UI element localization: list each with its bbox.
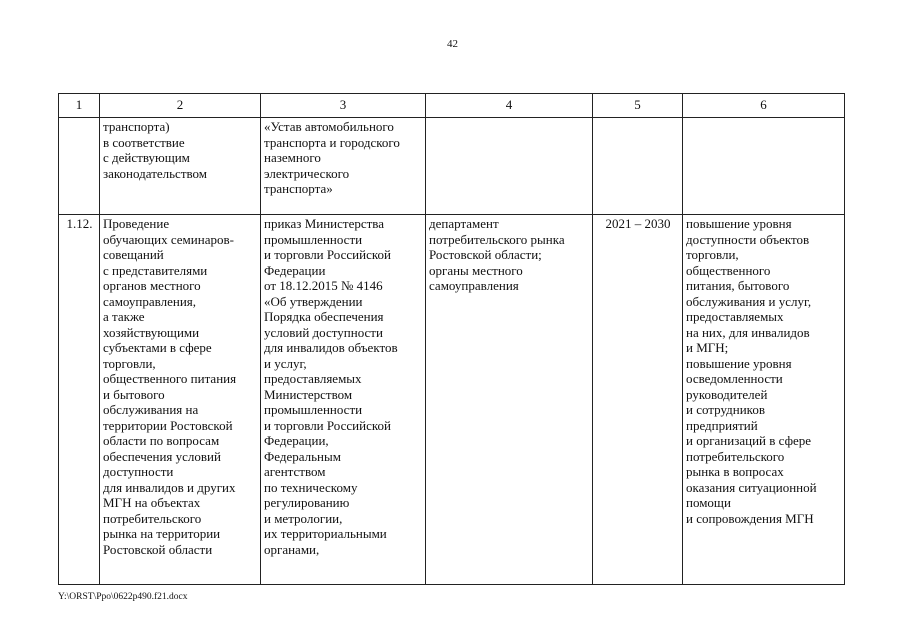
column-header: 6: [683, 94, 845, 118]
column-header: 4: [426, 94, 593, 118]
cell-line: на них, для инвалидов: [686, 324, 810, 340]
cell-line: питания, бытового: [686, 278, 790, 293]
cell-line: потребительского рынка: [429, 231, 565, 247]
cell-line: и сопровождения МГН: [686, 510, 814, 526]
cell-line: Федерации,: [264, 433, 329, 448]
cell-line: и организаций в сфере: [686, 433, 812, 448]
cell-line: для инвалидов и других: [103, 479, 236, 495]
cell-line: доступности объектов: [686, 231, 810, 247]
cell-line: Ростовской области: [103, 541, 213, 557]
cell-line: по техническому: [264, 479, 358, 495]
column-header: 1: [59, 94, 100, 118]
table-header-row: [59, 94, 845, 118]
cell-line: Федеральным: [264, 448, 341, 464]
cell-line: субъектами в сфере: [103, 340, 212, 355]
cell-line: от 18.12.2015 № 4146: [264, 278, 383, 293]
cell-line: самоуправления,: [103, 293, 197, 309]
cell-activity: [100, 118, 261, 215]
cell-line: их территориальными: [264, 526, 387, 541]
cell-line: приказ Министерства: [264, 216, 385, 231]
cell-line: общественного: [686, 262, 771, 278]
cell-basis: [261, 215, 426, 585]
table-row: [59, 118, 845, 215]
cell-line: и торговли Российской: [264, 247, 391, 262]
cell-line: помощи: [686, 495, 731, 510]
cell-line: законодательством: [103, 165, 208, 181]
cell-result: [683, 215, 845, 585]
cell-line: Министерством: [264, 386, 353, 402]
cell-line: Ростовской области;: [429, 247, 542, 262]
cell-number: [59, 118, 100, 215]
cell-period: [593, 118, 683, 215]
cell-line: предприятий: [686, 417, 758, 433]
cell-line: промышленности: [264, 402, 363, 417]
cell-line: наземного: [264, 150, 321, 165]
cell-line: области по вопросам: [103, 433, 220, 448]
cell-line: «Об утверждении: [264, 293, 363, 309]
cell-basis: [261, 118, 426, 215]
cell-line: хозяйствующими: [103, 324, 200, 340]
table-row: [59, 215, 845, 585]
file-path-footer: Y:\ORST\Ppo\0622p490.f21.docx: [58, 592, 188, 602]
cell-line: транспорта): [103, 119, 170, 134]
cell-responsible: [426, 118, 593, 215]
cell-line: обучающих семинаров-: [103, 231, 234, 247]
cell-line: Проведение: [103, 216, 170, 231]
cell-line: «Устав автомобильного: [264, 119, 394, 134]
cell-line: осведомленности: [686, 371, 783, 386]
cell-line: повышение уровня: [686, 216, 792, 231]
page-number: 42: [447, 38, 458, 50]
cell-line: органы местного: [429, 262, 523, 278]
cell-line: руководителей: [686, 386, 768, 402]
cell-line: и сотрудников: [686, 402, 765, 417]
cell-line: и услуг,: [264, 355, 307, 371]
cell-line: обслуживания на: [103, 402, 199, 417]
cell-period: [593, 215, 683, 585]
document-table: [58, 93, 845, 585]
cell-line: общественного питания: [103, 371, 237, 386]
cell-line: промышленности: [264, 231, 363, 247]
column-header: 5: [593, 94, 683, 118]
cell-line: совещаний: [103, 247, 164, 262]
cell-line: потребительского: [103, 510, 202, 526]
column-header: 2: [100, 94, 261, 118]
cell-number: [59, 215, 100, 585]
cell-line: 2021 – 2030: [605, 216, 671, 231]
cell-line: рынка в вопросах: [686, 464, 784, 479]
cell-line: торговли,: [686, 247, 739, 262]
cell-line: департамент: [429, 216, 499, 231]
cell-line: Порядка обеспечения: [264, 309, 384, 324]
cell-line: органами,: [264, 541, 320, 557]
cell-line: торговли,: [103, 355, 156, 371]
cell-line: МГН на объектах: [103, 495, 201, 510]
cell-line: предоставляемых: [264, 371, 362, 386]
cell-line: потребительского: [686, 448, 785, 464]
cell-activity: [100, 215, 261, 585]
cell-result: [683, 118, 845, 215]
cell-line: в соответствие: [103, 134, 185, 150]
cell-line: с действующим: [103, 150, 190, 165]
cell-line: оказания ситуационной: [686, 479, 817, 495]
cell-line: самоуправления: [429, 278, 519, 293]
cell-line: обслуживания и услуг,: [686, 293, 812, 309]
cell-line: транспорта»: [264, 181, 333, 196]
cell-line: Федерации: [264, 262, 326, 278]
cell-line: предоставляемых: [686, 309, 784, 324]
cell-line: транспорта и городского: [264, 134, 400, 150]
cell-responsible: [426, 215, 593, 585]
cell-line: и метрологии,: [264, 510, 343, 526]
cell-line: и МГН;: [686, 340, 729, 355]
cell-line: доступности: [103, 464, 174, 479]
cell-line: территории Ростовской: [103, 417, 233, 433]
cell-line: условий доступности: [264, 324, 383, 340]
cell-line: с представителями: [103, 262, 208, 278]
cell-line: электрического: [264, 165, 350, 181]
cell-line: обеспечения условий: [103, 448, 221, 464]
cell-line: повышение уровня: [686, 355, 792, 371]
cell-line: и торговли Российской: [264, 417, 391, 433]
cell-line: 1.12.: [66, 216, 93, 231]
cell-line: а также: [103, 309, 145, 324]
cell-line: для инвалидов объектов: [264, 340, 398, 355]
cell-line: и бытового: [103, 386, 165, 402]
cell-line: рынка на территории: [103, 526, 221, 541]
column-header: 3: [261, 94, 426, 118]
cell-line: агентством: [264, 464, 326, 479]
cell-line: регулированию: [264, 495, 350, 510]
cell-line: органов местного: [103, 278, 201, 293]
